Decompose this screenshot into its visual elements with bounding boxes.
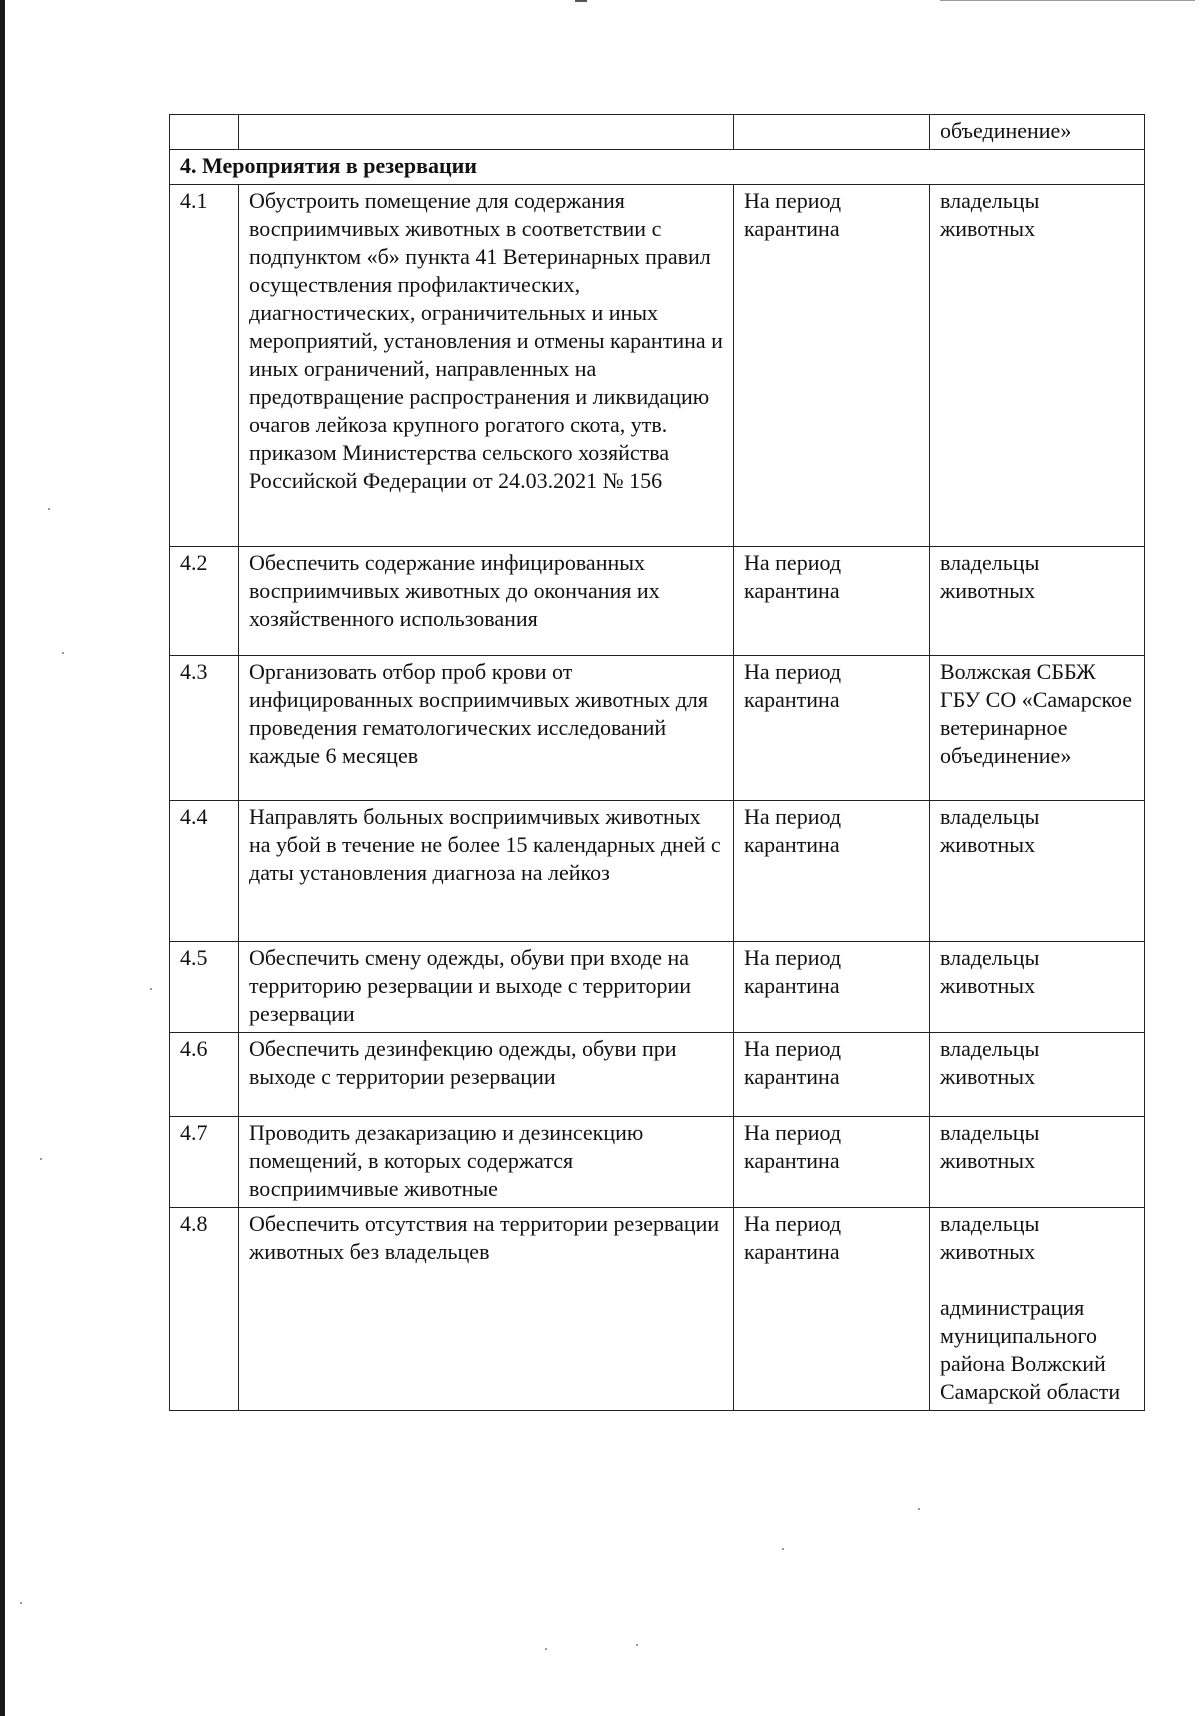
term-text: На период карантина xyxy=(734,1208,930,1411)
row-number xyxy=(170,115,239,150)
scan-speck xyxy=(545,1648,547,1650)
table-row xyxy=(170,942,1145,1033)
responsible-text: владельцы животных xyxy=(930,1033,1145,1117)
term-text: На период карантина xyxy=(734,942,930,1033)
measure-text: Обустроить помещение для содержания восприимчивых животных в соответствии с подпунктом «б» пункта 41 Ветеринарных правил осуществления профилактических, диагностических, ограничительных и иных мероприятий, установления и отмены карантина и иных ограничений, направленных на предотвращение распространения и ликвидацию очагов лейкоза крупного рогатого скота, утв. приказом Министерства сельского хозяйства Российской Федерации от 24.03.2021 № 156 xyxy=(239,185,734,547)
scan-speck xyxy=(48,508,50,510)
scan-speck xyxy=(918,1508,920,1510)
table-row xyxy=(170,1208,1145,1411)
term-text: На период карантина xyxy=(734,185,930,547)
section-header-row xyxy=(170,150,1145,185)
scan-speck xyxy=(150,988,152,990)
scan-speck xyxy=(782,1548,784,1550)
responsible-text: владельцы животных xyxy=(930,1117,1145,1208)
scan-speck xyxy=(62,652,64,654)
responsible-cell xyxy=(930,1208,1145,1411)
table-row xyxy=(170,1033,1145,1117)
table-row xyxy=(170,1117,1145,1208)
table-row xyxy=(170,656,1145,801)
row-number: 4.8 xyxy=(170,1208,239,1411)
scan-left-edge xyxy=(0,0,5,1716)
scan-speck xyxy=(636,1644,638,1646)
table-row xyxy=(170,185,1145,547)
term-text: На период карантина xyxy=(734,1117,930,1208)
row-number: 4.4 xyxy=(170,801,239,942)
term-text: На период карантина xyxy=(734,1033,930,1117)
scan-top-mark xyxy=(575,0,587,2)
term-text xyxy=(734,115,930,150)
responsible-text: владельцы животных xyxy=(940,1211,1040,1264)
scan-speck xyxy=(20,1602,22,1604)
row-number: 4.2 xyxy=(170,547,239,656)
scan-speck xyxy=(40,1158,42,1160)
responsible-text: Волжская СББЖ ГБУ СО «Самарское ветеринарное объединение» xyxy=(930,656,1145,801)
table-row xyxy=(170,547,1145,656)
measure-text: Обеспечить содержание инфицированных восприимчивых животных до окончания их хозяйственного использования xyxy=(239,547,734,656)
measure-text: Направлять больных восприимчивых животных на убой в течение не более 15 календарных дней с даты установления диагноза на лейкоз xyxy=(239,801,734,942)
responsible-text: владельцы животных xyxy=(930,547,1145,656)
table-row xyxy=(170,801,1145,942)
measure-text: Обеспечить смену одежды, обуви при входе на территорию резервации и выходе с территории резервации xyxy=(239,942,734,1033)
spacer xyxy=(940,1266,1138,1294)
measure-text xyxy=(239,115,734,150)
responsible-text: владельцы животных xyxy=(930,801,1145,942)
measure-text: Организовать отбор проб крови от инфицированных восприимчивых животных для проведения гематологических исследований каждые 6 месяцев xyxy=(239,656,734,801)
section-title: 4. Мероприятия в резервации xyxy=(170,150,1145,185)
measure-text: Проводить дезакаризацию и дезинсекцию помещений, в которых содержатся восприимчивые животные xyxy=(239,1117,734,1208)
term-text: На период карантина xyxy=(734,801,930,942)
measure-text: Обеспечить отсутствия на территории резервации животных без владельцев xyxy=(239,1208,734,1411)
term-text: На период карантина xyxy=(734,656,930,801)
responsible-text: владельцы животных xyxy=(930,185,1145,547)
scan-top-mark xyxy=(940,0,1195,1)
row-number: 4.3 xyxy=(170,656,239,801)
row-number: 4.5 xyxy=(170,942,239,1033)
measures-table xyxy=(169,114,1145,1411)
table-row xyxy=(170,115,1145,150)
row-number: 4.1 xyxy=(170,185,239,547)
term-text: На период карантина xyxy=(734,547,930,656)
measure-text: Обеспечить дезинфекцию одежды, обуви при выходе с территории резервации xyxy=(239,1033,734,1117)
responsible-text: владельцы животных xyxy=(930,942,1145,1033)
row-number: 4.7 xyxy=(170,1117,239,1208)
row-number: 4.6 xyxy=(170,1033,239,1117)
responsible-text-extra: администрация муниципального района Волжский Самарской области xyxy=(940,1295,1121,1404)
responsible-text: объединение» xyxy=(930,115,1145,150)
